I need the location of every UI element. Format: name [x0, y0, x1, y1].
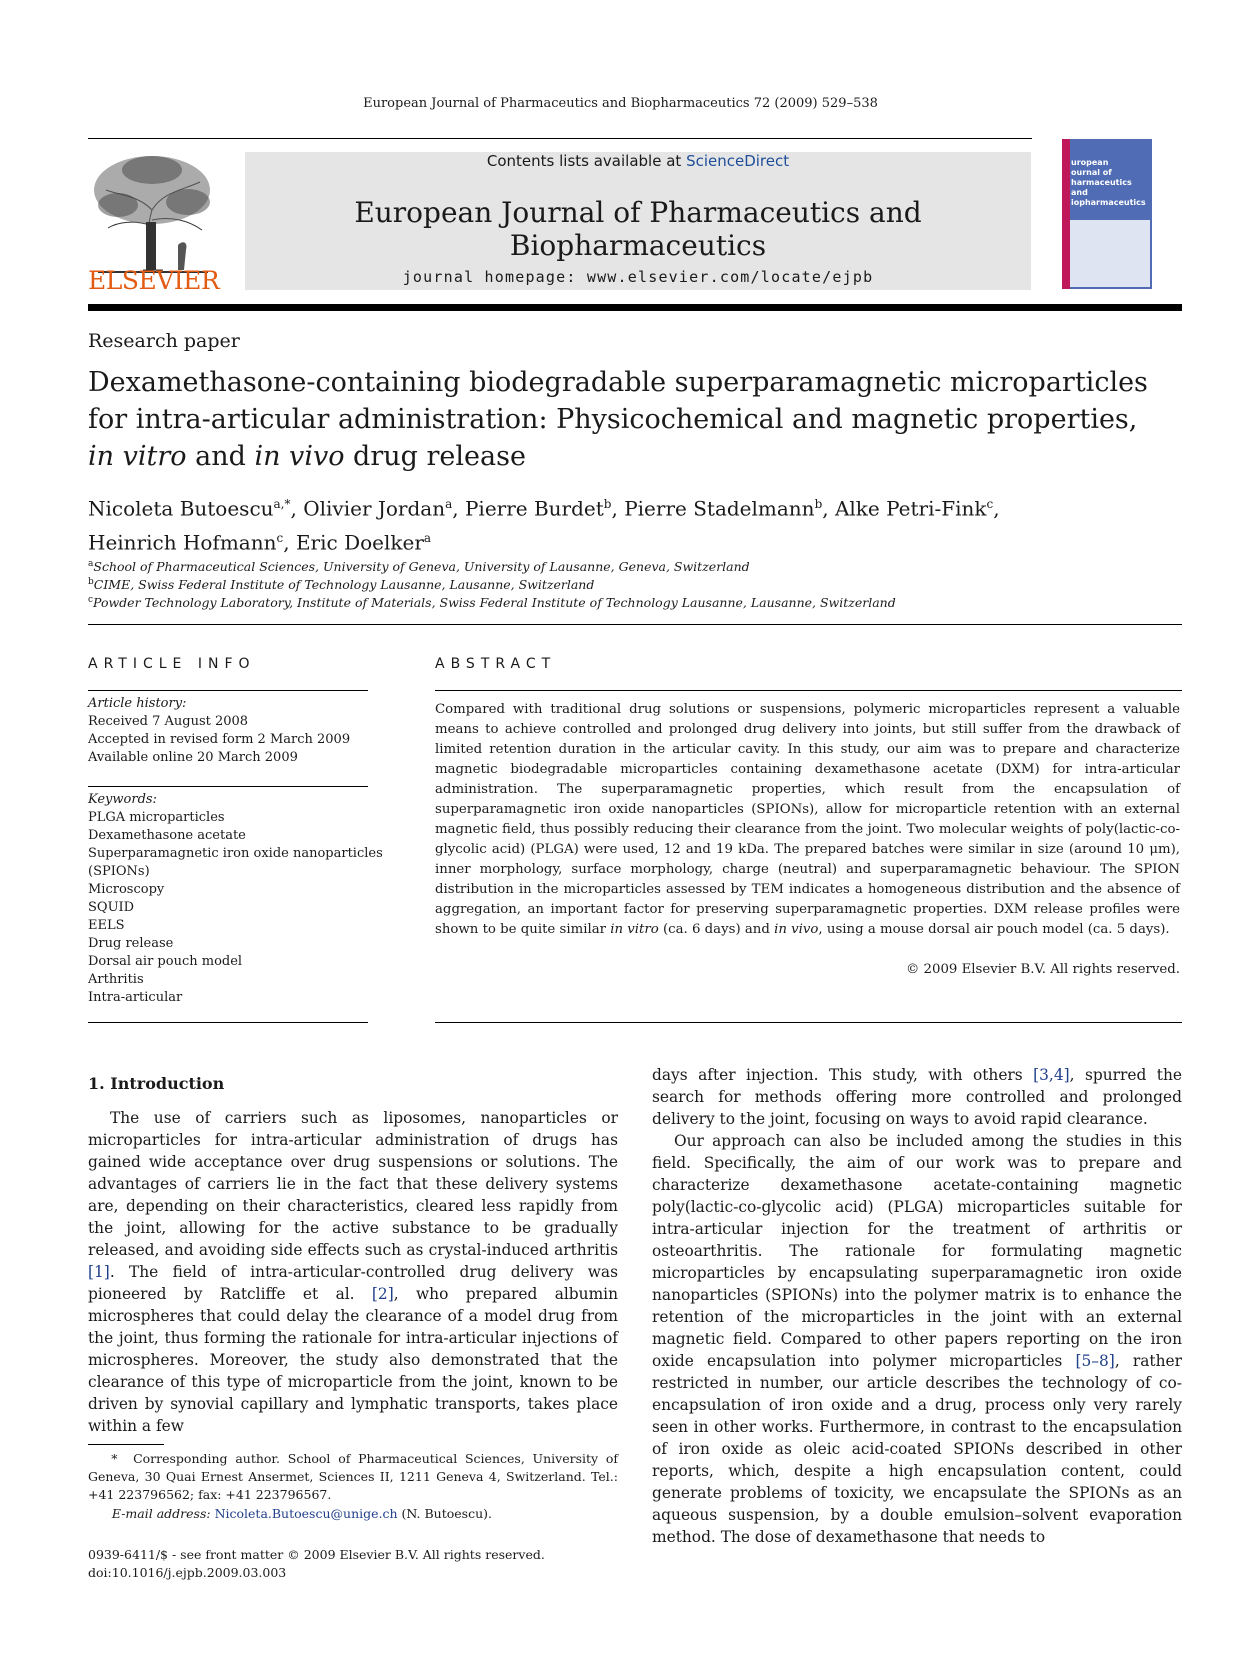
abstract-body — [435, 700, 1180, 940]
article-info-heading: ARTICLE INFO — [88, 656, 256, 672]
title-and: and — [186, 441, 255, 472]
author-name[interactable]: Nicoleta Butoescu — [88, 496, 274, 521]
keywords-label: Keywords: — [88, 792, 157, 807]
contents-prefix: Contents lists available at — [486, 152, 682, 170]
affiliation-text: Powder Technology Laboratory, Institute of Materials, Swiss Federal Institute of Technology Lausanne, Lausanne, Switzerland — [93, 595, 896, 611]
keyword: SQUID — [88, 900, 135, 915]
paragraph — [652, 1064, 1182, 1130]
article-info-bottom-rule — [88, 1022, 368, 1023]
author-name[interactable]: Pierre Burdet — [464, 496, 604, 521]
abstract-bottom-rule — [435, 1022, 1182, 1023]
text: , rather restricted in number, our article describes the technology of co-encapsulation of iron oxide and a drug, process only very rarely seen in other works. Furthermore, in contrast to the encapsulation of iron oxide as oleic acid-coated SPIONs described in other reports, which, despite a high encapsulation content, could generate problems of toxicity, we encapsulate the SPIONs as an aqueous suspension, by a double emulsion–solvent evaporation method. The dose of dexamethasone that needs to — [652, 1352, 1182, 1546]
right-column — [652, 1064, 1182, 1548]
affiliation-mark: b — [88, 577, 94, 587]
section-heading: 1. Introduction — [88, 1074, 225, 1093]
title-italic-in-vivo: in vivo — [254, 441, 345, 472]
author-affiliation-mark: c — [986, 497, 994, 511]
issn-line: 0939-6411/$ - see front matter © 2009 Elsevier B.V. All rights reserved. — [88, 1547, 545, 1562]
text: The use of carriers such as liposomes, nanoparticles or microparticles for intra-articular administration of drugs has gained wide acceptance over drug suspensions or solutions. The advantages of carriers lie in the fact that these delivery systems are, depending on their characteristics, cleared less rapidly from the joint, allowing for the active substance to be gradually released, and avoiding side effects such as crystal-induced arthritis — [88, 1109, 618, 1259]
author-name[interactable]: Eric Doelker — [295, 530, 424, 555]
doi-line[interactable]: doi:10.1016/j.ejpb.2009.03.003 — [88, 1565, 287, 1580]
author-affiliation-mark: b — [814, 497, 823, 511]
keyword: PLGA microparticles — [88, 810, 225, 825]
footnote-text: Corresponding author. School of Pharmaceutical Sciences, University of Geneva, 30 Quai Ernest Ansermet, Sciences II, 1211 Geneva 4, Switzerland. Tel.: +41 223796562; fax: +41 223796567. — [88, 1451, 618, 1502]
author-affiliation-mark: a,* — [273, 497, 291, 511]
cover-title-line: uropean — [1071, 158, 1109, 167]
keyword: EELS — [88, 918, 125, 933]
article-info-rule — [88, 690, 368, 691]
left-column — [88, 1107, 618, 1437]
title-end: drug release — [344, 441, 526, 472]
affiliation-mark: a — [88, 559, 94, 569]
email-after: (N. Butoescu). — [397, 1506, 492, 1521]
article-type: Research paper — [88, 330, 240, 352]
history-item: Available online 20 March 2009 — [88, 750, 298, 765]
abstract-rule — [435, 690, 1182, 691]
text: , spurred the search for methods offering more controlled and prolonged delivery to the joint, focusing on ways to avoid rapid clearance. — [652, 1066, 1182, 1128]
email-link[interactable]: Nicoleta.Butoescu@unige.ch — [214, 1506, 398, 1521]
publisher-logo-text: ELSEVIER — [88, 266, 220, 295]
keywords-rule — [88, 786, 368, 787]
email-footnote — [88, 1505, 618, 1523]
citation-link[interactable]: [2] — [371, 1285, 394, 1303]
author-name[interactable]: Alke Petri-Fink — [834, 496, 987, 521]
history-item: Accepted in revised form 2 March 2009 — [88, 732, 351, 747]
author-list: Nicoleta Butoescu$^{a,*}$, Olivier Jordan$^a$, Pierre Burdet$^b$, Pierre Stadelmann$^b$, Alke Petri-Fink$^c$, Heinrich Hofmann$^c$, Eric Doelker$^a$ — [88, 496, 1000, 555]
header-thick-rule — [88, 304, 1182, 311]
affiliation-mark: c — [88, 595, 94, 605]
history-item: Received 7 August 2008 — [88, 714, 249, 729]
corresponding-author-footnote — [88, 1450, 618, 1504]
affiliation — [88, 577, 1188, 592]
header-rule — [88, 138, 1032, 139]
affiliation — [88, 595, 1188, 610]
abstract-text: Compared with traditional drug solutions or suspensions, polymeric microparticles represent a valuable means to achieve controlled and prolonged drug delivery into joints, but still suffer from the drawback of limited retention duration in the articular cavity. In this study, our aim was to prepare and characterize magnetic biodegradable microparticles containing dexamethasone acetate (DXM) for intra-articular administration. The superparamagnetic properties, which result from the encapsulation of superparamagnetic iron oxide nanoparticles (SPIONs), allow for microparticle retention with an external magnetic field, thus possibly reducing their clearance from the joint. Two molecular weights of poly(lactic-co-glycolic acid) (PLGA) were used, 12 and 19 kDa. The prepared batches were similar in size (around 10 μm), inner morphology, surface morphology, charge (neutral) and superparamagnetic behaviour. The SPION distribution in the microparticles assessed by TEM indicates a homogeneous distribution and the absence of aggregation, an important factor for preserving superparamagnetic properties. DXM release profiles were shown to be quite similar — [435, 702, 1180, 937]
author-affiliation-mark: b — [603, 497, 612, 511]
journal-cover-stripe — [1062, 139, 1070, 289]
author-affiliation-mark: a — [445, 497, 453, 511]
citation-link[interactable]: [3,4] — [1033, 1066, 1070, 1084]
cover-title-line: iopharmaceutics — [1071, 198, 1146, 207]
author-affiliation-mark: a — [423, 530, 432, 545]
author-name[interactable]: Heinrich Hofmann — [88, 530, 277, 555]
affiliation-text: School of Pharmaceutical Sciences, University of Geneva, University of Lausanne, Geneva, Switzerland — [93, 559, 750, 575]
title-line-1: Dexamethasone-containing biodegradable superparamagnetic microparticles — [88, 367, 1148, 398]
keyword: Superparamagnetic iron oxide nanoparticles — [88, 846, 383, 861]
author-affiliation-mark: c — [276, 530, 284, 545]
text: days after injection. This study, with others — [652, 1066, 1034, 1084]
journal-cover-lower-panel — [1070, 220, 1150, 287]
cover-title-line: harmaceutics and — [1071, 178, 1132, 197]
keyword: Arthritis — [88, 972, 144, 987]
footnote-rule — [88, 1444, 164, 1445]
journal-name: European Journal of Pharmaceutics and Biopharmaceutics — [354, 196, 922, 262]
article-history — [88, 695, 388, 767]
affiliation-text: CIME, Swiss Federal Institute of Technology Lausanne, Lausanne, Switzerland — [93, 577, 595, 593]
keyword: Dexamethasone acetate — [88, 828, 246, 843]
abstract-copyright: © 2009 Elsevier B.V. All rights reserved. — [906, 962, 1180, 977]
abstract-text: (ca. 6 days) and — [658, 922, 775, 937]
affiliations-rule — [88, 624, 1182, 625]
journal-cover-title — [1071, 158, 1149, 208]
abstract-text: , using a mouse dorsal air pouch model (ca. 5 days). — [818, 922, 1170, 937]
title-italic-in-vitro: in vitro — [88, 441, 187, 472]
author-name[interactable]: Pierre Stadelmann — [624, 496, 815, 521]
sciencedirect-link[interactable]: ScienceDirect — [686, 152, 790, 170]
title-line-3 — [88, 438, 1188, 475]
keywords-block — [88, 791, 388, 1007]
keyword: Microscopy — [88, 882, 165, 897]
footnote-star: * — [111, 1451, 118, 1466]
citation-link[interactable]: [1] — [88, 1263, 110, 1281]
cover-title-line: ournal of — [1071, 168, 1112, 177]
running-head: European Journal of Pharmaceutics and Biopharmaceutics 72 (2009) 529–538 — [363, 96, 878, 111]
text: Our approach can also be included among the studies in this field. Specifically, the aim of our work was to prepare and characterize dexamethasone acetate-containing magnetic poly(lactic-co-glycolic acid) (PLGA) microparticles suitable for intra-articular injection for the treatment of arthritis or osteoarthritis. The rationale for formulating magnetic microparticles by encapsulating superparamagnetic iron oxide nanoparticles (SPIONs) into the polymer matrix is to enhance the retention of the microparticles in the joint with an external magnetic field. Compared to other papers reporting on the iron oxide encapsulation into polymer microparticles — [652, 1132, 1182, 1370]
article-title — [88, 364, 1188, 475]
text: . The field of intra-articular-controlled drug delivery was pioneered by Ratcliffe et al. — [88, 1263, 618, 1303]
abstract-italic: in vitro — [610, 922, 659, 937]
paragraph — [88, 1107, 618, 1437]
text: , who prepared albumin microspheres that could delay the clearance of a model drug from the joint, thus forming the rationale for intra-articular injections of microspheres. Moreover, the study also demonstrated that the clearance of this type of microparticle from the joint, known to be driven by synovial capillary and lymphatic transports, takes place within a few — [88, 1285, 619, 1435]
email-label: E-mail address: — [111, 1506, 211, 1521]
title-line-2: for intra-articular administration: Physicochemical and magnetic properties, — [88, 404, 1138, 435]
journal-homepage[interactable]: journal homepage: www.elsevier.com/locate/ejpb — [402, 268, 874, 286]
contents-line — [245, 152, 1031, 170]
affiliation — [88, 559, 1188, 574]
keyword: (SPIONs) — [88, 864, 150, 879]
abstract-heading: ABSTRACT — [435, 656, 557, 672]
keyword: Drug release — [88, 936, 174, 951]
keyword: Dorsal air pouch model — [88, 954, 243, 969]
keyword: Intra-articular — [88, 990, 183, 1005]
author-name[interactable]: Olivier Jordan — [303, 496, 446, 521]
citation-link[interactable]: [5–8] — [1075, 1352, 1115, 1370]
history-label: Article history: — [88, 696, 187, 711]
paragraph — [652, 1130, 1182, 1548]
abstract-italic: in vivo — [774, 922, 819, 937]
